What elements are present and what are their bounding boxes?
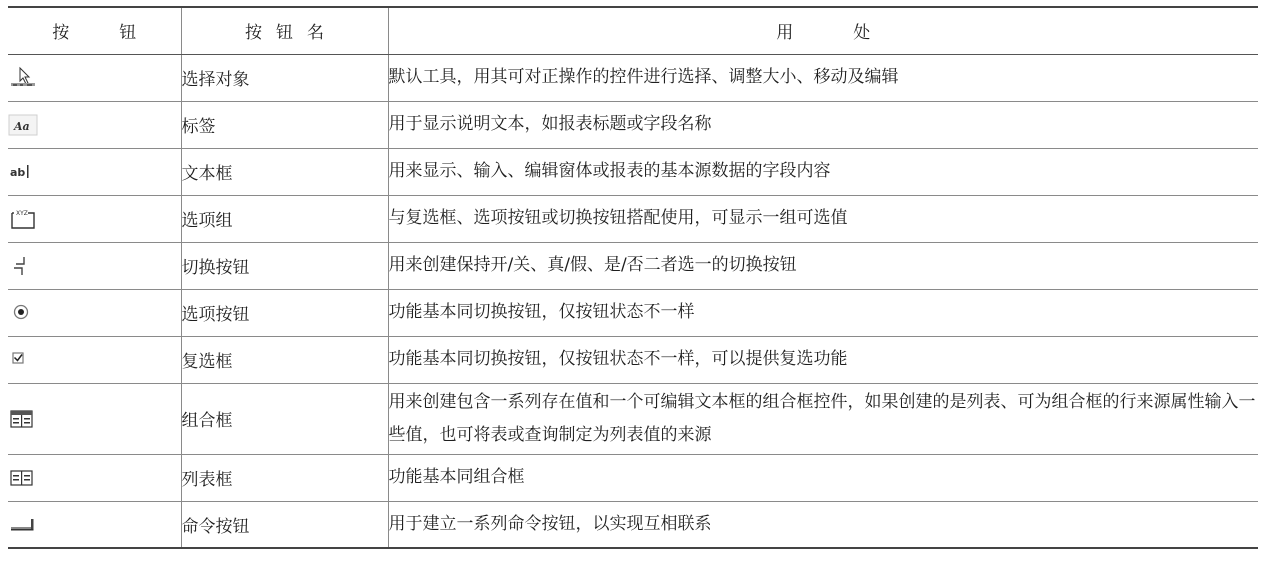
button-cell bbox=[8, 242, 181, 289]
textbox-ab-icon bbox=[8, 160, 38, 184]
radio-button-icon bbox=[8, 301, 38, 325]
use-cell: 与复选框、选项按钮或切换按钮搭配使用，可显示一组可选值 bbox=[388, 195, 1258, 242]
svg-text:XYZ: XYZ bbox=[16, 209, 28, 217]
table-row bbox=[8, 195, 1258, 242]
option-group-icon bbox=[8, 207, 38, 231]
table-row bbox=[8, 501, 1258, 548]
header-button: 按钮 bbox=[8, 7, 181, 54]
combo-box-icon bbox=[8, 407, 38, 431]
use-cell: 用来显示、输入、编辑窗体或报表的基本源数据的字段内容 bbox=[388, 148, 1258, 195]
label-aa-icon bbox=[8, 113, 38, 137]
name-cell: 选项按钮 bbox=[181, 289, 388, 336]
use-cell: 用来创建保持开/关、真/假、是/否二者选一的切换按钮 bbox=[388, 242, 1258, 289]
controls-table bbox=[8, 6, 1258, 549]
name-cell: 选项组 bbox=[181, 195, 388, 242]
use-cell: 默认工具，用其可对正操作的控件进行选择、调整大小、移动及编辑 bbox=[388, 54, 1258, 101]
checkbox-icon bbox=[8, 348, 38, 372]
button-cell bbox=[8, 148, 181, 195]
table-row bbox=[8, 454, 1258, 501]
button-cell bbox=[8, 54, 181, 101]
name-cell: 文本框 bbox=[181, 148, 388, 195]
use-cell: 功能基本同切换按钮，仅按钮状态不一样 bbox=[388, 289, 1258, 336]
select-object-icon bbox=[8, 66, 38, 90]
button-cell bbox=[8, 454, 181, 501]
table-row bbox=[8, 383, 1258, 454]
button-cell bbox=[8, 336, 181, 383]
name-cell: 复选框 bbox=[181, 336, 388, 383]
button-cell bbox=[8, 383, 181, 454]
toggle-button-icon bbox=[8, 254, 38, 278]
svg-text:ab: ab bbox=[10, 165, 26, 179]
table-row bbox=[8, 242, 1258, 289]
use-cell: 功能基本同切换按钮，仅按钮状态不一样，可以提供复选功能 bbox=[388, 336, 1258, 383]
use-cell: 用于建立一系列命令按钮，以实现互相联系 bbox=[388, 501, 1258, 548]
button-cell bbox=[8, 501, 181, 548]
header-use: 用处 bbox=[388, 7, 1258, 54]
name-cell: 切换按钮 bbox=[181, 242, 388, 289]
header-name: 按钮名 bbox=[181, 7, 388, 54]
name-cell: 列表框 bbox=[181, 454, 388, 501]
use-cell: 用于显示说明文本，如报表标题或字段名称 bbox=[388, 101, 1258, 148]
use-cell: 功能基本同组合框 bbox=[388, 454, 1258, 501]
svg-text:Aa: Aa bbox=[14, 119, 30, 133]
name-cell: 标签 bbox=[181, 101, 388, 148]
button-cell bbox=[8, 195, 181, 242]
table-row bbox=[8, 336, 1258, 383]
name-cell: 命令按钮 bbox=[181, 501, 388, 548]
table-header-row bbox=[8, 7, 1258, 54]
table-row bbox=[8, 101, 1258, 148]
list-box-icon bbox=[8, 466, 38, 490]
button-cell bbox=[8, 289, 181, 336]
name-cell: 选择对象 bbox=[181, 54, 388, 101]
command-button-icon bbox=[8, 512, 38, 536]
use-cell: 用来创建包含一系列存在值和一个可编辑文本框的组合框控件，如果创建的是列表、可为组合框的行来源属性输入一些值，也可将表或查询制定为列表值的来源 bbox=[388, 383, 1258, 454]
table-row bbox=[8, 289, 1258, 336]
name-cell: 组合框 bbox=[181, 383, 388, 454]
button-cell bbox=[8, 101, 181, 148]
table-row bbox=[8, 148, 1258, 195]
table-row bbox=[8, 54, 1258, 101]
